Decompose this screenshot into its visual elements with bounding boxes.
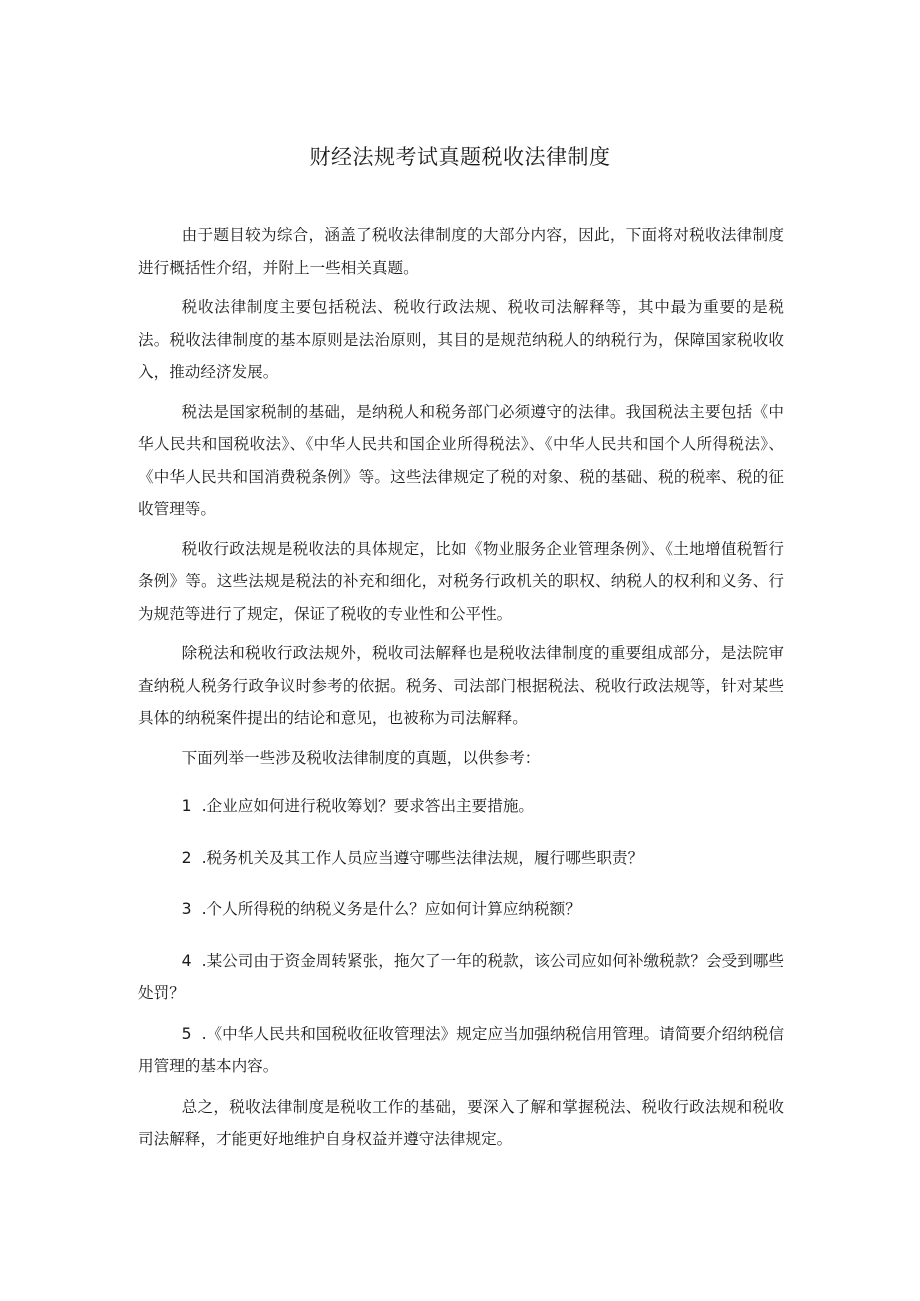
question-number: 5 [181, 1024, 192, 1043]
question-list [138, 790, 784, 1083]
paragraph-overview: 税收法律制度主要包括税法、税收行政法规、税收司法解释等，其中最为重要的是税法。税收法律制度的基本原则是法治原则，其目的是规范纳税人的纳税行为，保障国家税收收入，推动经济发展。 [138, 298, 784, 381]
question-item [138, 945, 784, 1010]
paragraph-administrative-regulations: 税收行政法规是税收法的具体规定，比如《物业服务企业管理条例》、《土地增值税暂行条例》等。这些法规是税法的补充和细化，对税务行政机关的职权、纳税人的权利和义务、行为规范等进行了规定，保证了税收的专业性和公平性。 [138, 539, 784, 623]
question-number: 3 [181, 900, 192, 918]
question-item [138, 893, 784, 926]
question-text: .个人所得税的纳税义务是什么？应如何计算应纳税额？ [201, 900, 581, 918]
question-text: .某公司由于资金周转紧张，拖欠了一年的税款，该公司应如何补缴税款？会受到哪些处罚？ [138, 951, 784, 1002]
paragraph-intro: 由于题目较为综合，涵盖了税收法律制度的大部分内容，因此，下面将对税收法律制度进行概括性介绍，并附上一些相关真题。 [138, 226, 784, 277]
question-text: .企业应如何进行税收筹划？要求答出主要措施。 [201, 797, 535, 815]
question-number: 2 [181, 848, 192, 867]
question-item [138, 1018, 784, 1083]
question-text: .税务机关及其工作人员应当遵守哪些法律法规，履行哪些职责？ [201, 848, 644, 867]
question-number: 1 [181, 797, 192, 815]
document-title: 财经法规考试真题税收法律制度 [309, 145, 611, 169]
paragraph-tax-law: 税法是国家税制的基础，是纳税人和税务部门必须遵守的法律。我国税法主要包括《中华人民共和国税收法》、《中华人民共和国企业所得税法》、《中华人民共和国个人所得税法》、《中华人民共和国消费税条例》等。这些法律规定了税的对象、税的基础、税的税率、税的征收管理等。 [138, 402, 784, 518]
paragraph-lead-in: 下面列举一些涉及税收法律制度的真题，以供参考： [181, 748, 541, 767]
question-item [138, 842, 784, 875]
paragraph-judicial-interpretation: 除税法和税收行政法规外，税收司法解释也是税收法律制度的重要组成部分，是法院审查纳税人税务行政争议时参考的依据。税务、司法部门根据税法、税收行政法规等，针对某些具体的纳税案件提出的结论和意见，也被称为司法解释。 [138, 644, 784, 727]
paragraph-conclusion: 总之，税收法律制度是税收工作的基础，要深入了解和掌握税法、税收行政法规和税收司法解释，才能更好地维护自身权益并遵守法律规定。 [138, 1097, 784, 1148]
document-body [138, 219, 784, 1163]
question-number: 4 [181, 951, 192, 970]
question-item [138, 790, 784, 823]
question-text: .《中华人民共和国税收征收管理法》规定应当加强纳税信用管理。请简要介绍纳税信用管理的基本内容。 [138, 1024, 784, 1075]
